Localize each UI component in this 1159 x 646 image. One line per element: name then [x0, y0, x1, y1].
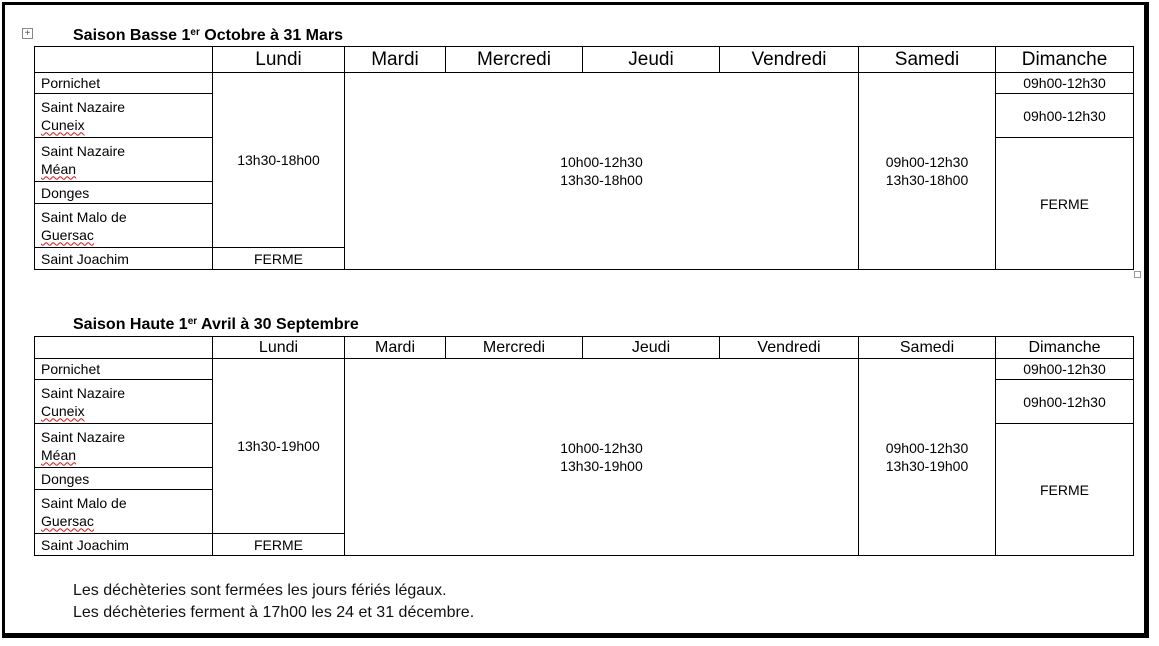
header-mercredi: Mercredi [446, 47, 583, 73]
weekday-hours-morning: 10h00-12h30 [560, 440, 643, 456]
weekday-hours-afternoon: 13h30-19h00 [560, 458, 643, 474]
header-vendredi: Vendredi [720, 337, 859, 359]
location-saint-joachim: Saint Joachim [35, 248, 213, 270]
header-dimanche: Dimanche [996, 47, 1134, 73]
location-pornichet: Pornichet [35, 359, 213, 380]
location-donges: Donges [35, 182, 213, 204]
weekday-hours-cell [345, 73, 859, 270]
header-samedi: Samedi [859, 337, 996, 359]
lundi-hours-cell: 13h30-19h00 [213, 359, 345, 534]
header-lundi: Lundi [213, 47, 345, 73]
dimanche-ferme: FERME [996, 424, 1134, 556]
table-move-handle-icon[interactable]: + [22, 28, 33, 39]
header-dimanche: Dimanche [996, 337, 1134, 359]
table-resize-handle-icon[interactable] [1134, 271, 1141, 278]
dimanche-cuneix: 09h00-12h30 [996, 94, 1134, 138]
location-saint-nazaire-cuneix: Saint Nazaire Cuneix [35, 380, 213, 424]
header-samedi: Samedi [859, 47, 996, 73]
section-title-basse: Saison Basse 1er Octobre à 31 Mars [73, 27, 344, 44]
note-decembre: Les déchèteries ferment à 17h00 les 24 et 31 décembre. [73, 604, 475, 621]
lundi-joachim-ferme: FERME [213, 248, 345, 270]
samedi-hours-cell [859, 359, 996, 556]
section-title-haute: Saison Haute 1er Avril à 30 Septembre [73, 316, 359, 333]
location-saint-nazaire-mean: Saint Nazaire Méan [35, 424, 213, 468]
header-empty-cell [35, 337, 213, 359]
weekday-hours-morning: 10h00-12h30 [560, 154, 643, 170]
lundi-joachim-ferme: FERME [213, 534, 345, 556]
table-header-row [35, 337, 1134, 359]
weekday-hours-cell [345, 359, 859, 556]
weekday-hours-afternoon: 13h30-18h00 [560, 172, 643, 188]
lundi-hours-cell: 13h30-18h00 [213, 73, 345, 248]
samedi-hours-cell [859, 73, 996, 270]
location-saint-malo-de-guersac: Saint Malo de Guersac [35, 204, 213, 248]
header-mercredi: Mercredi [446, 337, 583, 359]
location-saint-nazaire-cuneix: Saint Nazaire Cuneix [35, 94, 213, 138]
header-vendredi: Vendredi [720, 47, 859, 73]
header-lundi: Lundi [213, 337, 345, 359]
dimanche-pornichet: 09h00-12h30 [996, 73, 1134, 94]
samedi-hours-morning: 09h00-12h30 [885, 440, 969, 456]
schedule-table-haute [34, 336, 1134, 556]
dimanche-cuneix: 09h00-12h30 [996, 380, 1134, 424]
header-jeudi: Jeudi [583, 47, 720, 73]
dimanche-pornichet: 09h00-12h30 [996, 359, 1134, 380]
samedi-hours-morning: 09h00-12h30 [885, 154, 969, 170]
location-pornichet: Pornichet [35, 73, 213, 94]
samedi-hours-afternoon: 13h30-18h00 [885, 172, 969, 188]
location-saint-malo-de-guersac: Saint Malo de Guersac [35, 490, 213, 534]
schedule-table-basse [34, 46, 1134, 270]
location-saint-nazaire-mean: Saint Nazaire Méan [35, 138, 213, 182]
table-row [35, 73, 1134, 94]
header-mardi: Mardi [345, 337, 446, 359]
footnotes [73, 580, 474, 624]
location-saint-joachim: Saint Joachim [35, 534, 213, 556]
note-jours-feries: Les déchèteries sont fermées les jours fériés légaux. [73, 582, 447, 599]
header-mardi: Mardi [345, 47, 446, 73]
header-empty-cell [35, 47, 213, 73]
table-row [35, 359, 1134, 380]
location-donges: Donges [35, 468, 213, 490]
header-jeudi: Jeudi [583, 337, 720, 359]
dimanche-ferme: FERME [996, 138, 1134, 270]
table-header-row [35, 47, 1134, 73]
samedi-hours-afternoon: 13h30-19h00 [885, 458, 969, 474]
